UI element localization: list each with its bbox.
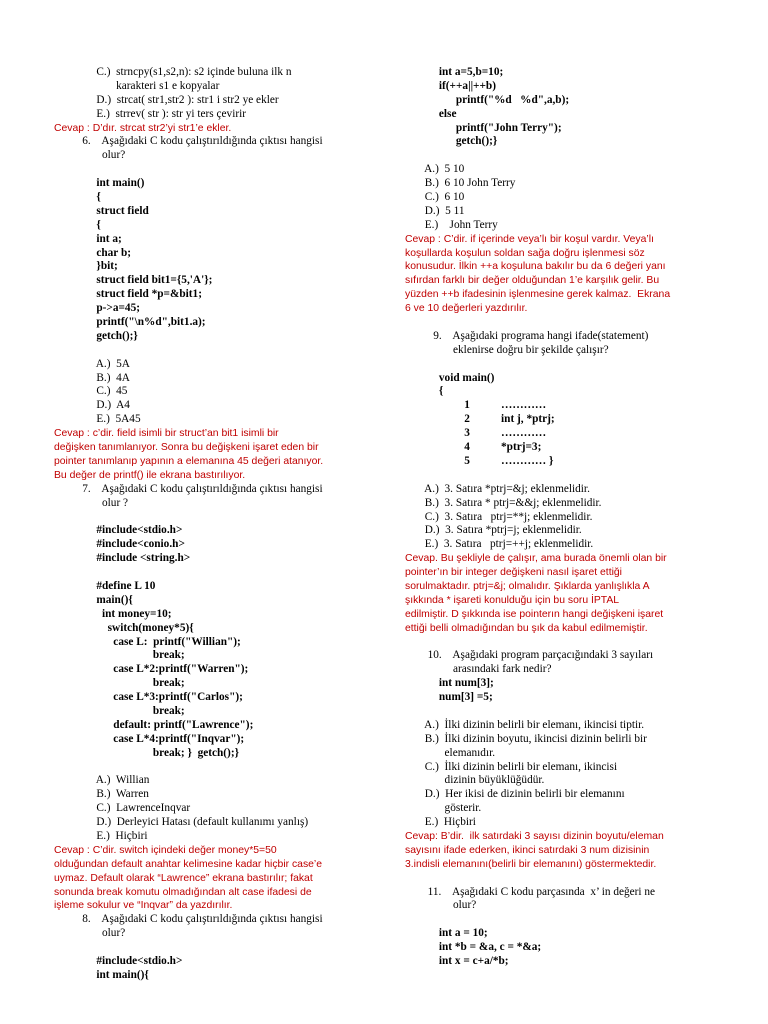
text-line: A.) İlki dizinin belirli bir elemanı, ikincisi tiptir.	[405, 718, 645, 731]
text-line: B.) 3. Satıra * ptrj=&&j; eklenmelidir.	[405, 496, 602, 509]
code-line: case L*4:printf("Inqvar");	[54, 732, 245, 745]
text-line: A.) Willian	[54, 774, 150, 787]
text-line: olur?	[405, 899, 477, 912]
answer-line: Cevap : C’dir. switch içindeki değer money*5=50	[54, 844, 277, 856]
answer-line: değişken tanımlanıyor. Sonra bu değişkeni işaret eden bir	[54, 442, 319, 454]
spacer	[405, 705, 715, 719]
code-line: {	[405, 385, 444, 398]
code-line: break;	[54, 649, 185, 662]
code-line: int main(){	[54, 968, 149, 981]
text-line: karakteri s1 e kopyalar	[54, 79, 220, 92]
code-line: 1 …………	[405, 399, 547, 412]
answer-line: Cevap : D’dır. strcat str2’yi str1’e ekler.	[54, 122, 232, 134]
text-line: 11. Aşağıdaki C kodu parçasında x’ in değeri ne	[405, 885, 656, 898]
code-line: 5 ………… }	[405, 454, 554, 467]
answer-line: işleme sokulur ve “Inqvar” da yazdırılır.	[54, 900, 233, 912]
code-line: {	[54, 218, 101, 231]
text-line: D.) Her ikisi de dizinin belirli bir elemanını	[405, 788, 625, 801]
spacer	[405, 316, 715, 330]
answer-line: sıfırdan farklı bir değer olduğundan 1’e karşılık gelir. Bu	[405, 275, 660, 287]
code-line: {	[54, 191, 101, 204]
code-line: int main()	[54, 177, 145, 190]
code-line: void main()	[405, 371, 495, 384]
code-line: break; } getch();}	[54, 746, 240, 759]
code-line: #include<conio.h>	[54, 538, 185, 551]
code-line: struct field *p=&bit1;	[54, 288, 202, 301]
code-line: #include<stdio.h>	[54, 955, 183, 967]
left-column	[54, 66, 384, 983]
code-line: switch(money*5){	[54, 621, 194, 634]
code-line: else	[405, 107, 457, 120]
code-line: }bit;	[54, 260, 118, 273]
text-line: E.) 3. Satıra ptrj=++j; eklenmelidir.	[405, 538, 594, 551]
answer-line: Bu değer de printf() ile ekrana bastırılıyor.	[54, 469, 246, 481]
text-line: gösterir.	[405, 802, 482, 815]
spacer	[54, 163, 384, 177]
text-line: B.) Warren	[54, 788, 149, 801]
text-line: C.) 6 10	[405, 191, 465, 204]
text-line: E.) Hiçbiri	[54, 829, 148, 842]
code-line: main(){	[54, 593, 133, 606]
code-line: int x = c+a/*b;	[405, 955, 509, 967]
text-line: C.) İlki dizinin belirli bir elemanı, ikincisi	[405, 760, 618, 773]
code-line: num[3] =5;	[405, 691, 493, 704]
code-line: #include <string.h>	[54, 552, 191, 565]
text-line: olur?	[54, 927, 126, 940]
right-column	[405, 66, 715, 969]
code-line: break;	[54, 677, 185, 690]
answer-line: 3.indisli elemanını(belirli bir elemanını) göstermektedir.	[405, 858, 657, 870]
code-line: #define L 10	[54, 579, 156, 592]
answer-line: Cevap: B’dir. ilk satırdaki 3 sayısı dizinin boyutu/eleman	[405, 830, 664, 842]
text-line: D.) Derleyici Hatası (default kullanımı yanlış)	[54, 816, 309, 829]
text-line: elemanıdır.	[405, 746, 496, 759]
code-line: case L: printf("Willian");	[54, 635, 241, 648]
spacer	[405, 872, 715, 886]
text-line: C.) 3. Satıra ptrj=**j; eklenmelidir.	[405, 510, 593, 523]
text-line: D.) A4	[54, 399, 130, 412]
code-line: int money=10;	[54, 607, 172, 620]
answer-line: sonunda break komutu olmadığından alt case ifadesi de	[54, 886, 312, 898]
text-line: 7. Aşağıdaki C kodu çalıştırıldığında çıktısı hangisi	[54, 482, 323, 495]
text-line: B.) 4A	[54, 371, 130, 384]
answer-line: konusudur. İlkin ++a koşuluna bakılır bu da 6 değeri yanı	[405, 261, 666, 273]
code-line: 3 …………	[405, 427, 547, 440]
code-line: case L*3:printf("Carlos");	[54, 691, 243, 704]
code-line: break;	[54, 704, 185, 717]
spacer	[54, 761, 384, 775]
text-line: arasındaki fark nedir?	[405, 663, 552, 676]
answer-line: edilmiştir. D şıkkında ise pointerın hangi değişkeni işaret	[405, 608, 664, 620]
text-line: C.) LawrenceInqvar	[54, 802, 191, 815]
answer-line: olduğundan default anahtar kelimesine kadar hiçbir case’e	[54, 858, 323, 870]
code-line: int *b = &a, c = *&a;	[405, 941, 542, 954]
text-line: 8. Aşağıdaki C kodu çalıştırıldığında çıktısı hangisi	[54, 913, 323, 926]
text-line: A.) 5A	[54, 357, 130, 370]
code-line: int a=5,b=10;	[405, 66, 504, 78]
answer-line: koşullarda koşulun soldan sağa doğru işlenmesi söz	[405, 247, 645, 259]
code-line: char b;	[54, 246, 131, 259]
text-line: D.) 5 11	[405, 204, 465, 217]
answer-line: pointer tanımlanıp yapının a elemanına 45 değeri atanıyor.	[54, 455, 324, 467]
answer-line: uymaz. Default olarak “Lawrence” ekrana bastırılır; fakat	[54, 872, 313, 884]
code-line: #include<stdio.h>	[54, 524, 183, 537]
spacer	[405, 469, 715, 483]
spacer	[54, 344, 384, 358]
text-line: A.) 5 10	[405, 163, 465, 176]
answer-line: Cevap : C’dir. if içerinde veya’lı bir koşul vardır. Veya’lı	[405, 233, 654, 245]
code-line: int a = 10;	[405, 927, 488, 940]
spacer	[405, 913, 715, 927]
code-line: getch();}	[405, 135, 498, 148]
code-line: p->a=45;	[54, 302, 140, 315]
answer-line: pointer’ın bir integer değişkeni nasıl işaret ettiği	[405, 567, 622, 579]
spacer	[405, 358, 715, 372]
answer-line: sorulmaktadır. ptrj=&j; olmalıdır. Şıklarda yanlışlıkla A	[405, 580, 650, 592]
answer-line: Cevap. Bu şekliyle de çalışır, ama burada önemli olan bir	[405, 553, 667, 565]
code-line: default: printf("Lawrence");	[54, 718, 254, 731]
answer-line: Cevap : c’dir. field isimli bir struct’an bit1 isimli bir	[54, 428, 279, 440]
text-line: E.) 5A45	[54, 413, 141, 426]
answer-line: yüzden ++b ifadesinin işlenmesine gerek kalmaz. Ekrana	[405, 289, 671, 301]
spacer	[54, 941, 384, 955]
code-line: getch();}	[54, 329, 138, 342]
answer-line: 6 ve 10 değerleri yazdırılır.	[405, 303, 528, 315]
answer-line: sayısını ifade ederken, ikinci satırdaki 3 num dizisinin	[405, 844, 650, 856]
text-line: olur ?	[54, 496, 129, 509]
code-line: 4 *ptrj=3;	[405, 441, 542, 454]
text-line: C.) strncpy(s1,s2,n): s2 içinde buluna ilk n	[54, 66, 292, 78]
text-line: 6. Aşağıdaki C kodu çalıştırıldığında çıktısı hangisi	[54, 135, 323, 148]
spacer	[405, 149, 715, 163]
code-line: struct field	[54, 204, 149, 217]
text-line: D.) 3. Satıra *ptrj=j; eklenmelidir.	[405, 524, 582, 537]
spacer	[405, 636, 715, 650]
text-line: C.) 45	[54, 385, 128, 398]
code-line: case L*2:printf("Warren");	[54, 663, 249, 676]
spacer	[54, 511, 384, 525]
text-line: E.) strrev( str ): str yi ters çevirir	[54, 107, 246, 120]
code-line: if(++a||++b)	[405, 79, 496, 92]
code-line: int num[3];	[405, 677, 494, 690]
code-line: printf("John Terry");	[405, 121, 562, 134]
text-line: 10. Aşağıdaki program parçacığındaki 3 sayıları	[405, 649, 654, 662]
text-line: E.) Hiçbiri	[405, 816, 476, 829]
answer-line: ettiği belli olmadığından bu şık da kabul edilmemiştir.	[405, 622, 648, 634]
code-line: printf("\n%d",bit1.a);	[54, 316, 206, 329]
text-line: D.) strcat( str1,str2 ): str1 i str2 ye ekler	[54, 93, 279, 106]
answer-line: şıkkında * işareti konulduğu için bu soru İPTAL	[405, 594, 620, 606]
text-line: 9. Aşağıdaki programa hangi ifade(statement)	[405, 329, 649, 342]
text-line: olur?	[54, 149, 126, 162]
spacer	[54, 566, 384, 580]
code-line: int a;	[54, 232, 122, 245]
text-line: B.) İlki dizinin boyutu, ikincisi dizinin belirli bir	[405, 732, 647, 745]
text-line: E.) John Terry	[405, 218, 498, 231]
code-line: 2 int j, *ptrj;	[405, 413, 555, 426]
code-line: struct field bit1={5,'A'};	[54, 274, 213, 287]
text-line: A.) 3. Satıra *ptrj=&j; eklenmelidir.	[405, 482, 590, 495]
text-line: B.) 6 10 John Terry	[405, 177, 516, 190]
text-line: eklenirse doğru bir şekilde çalışır?	[405, 343, 609, 356]
text-line: dizinin büyüklüğüdür.	[405, 774, 545, 787]
code-line: printf("%d %d",a,b);	[405, 93, 570, 106]
